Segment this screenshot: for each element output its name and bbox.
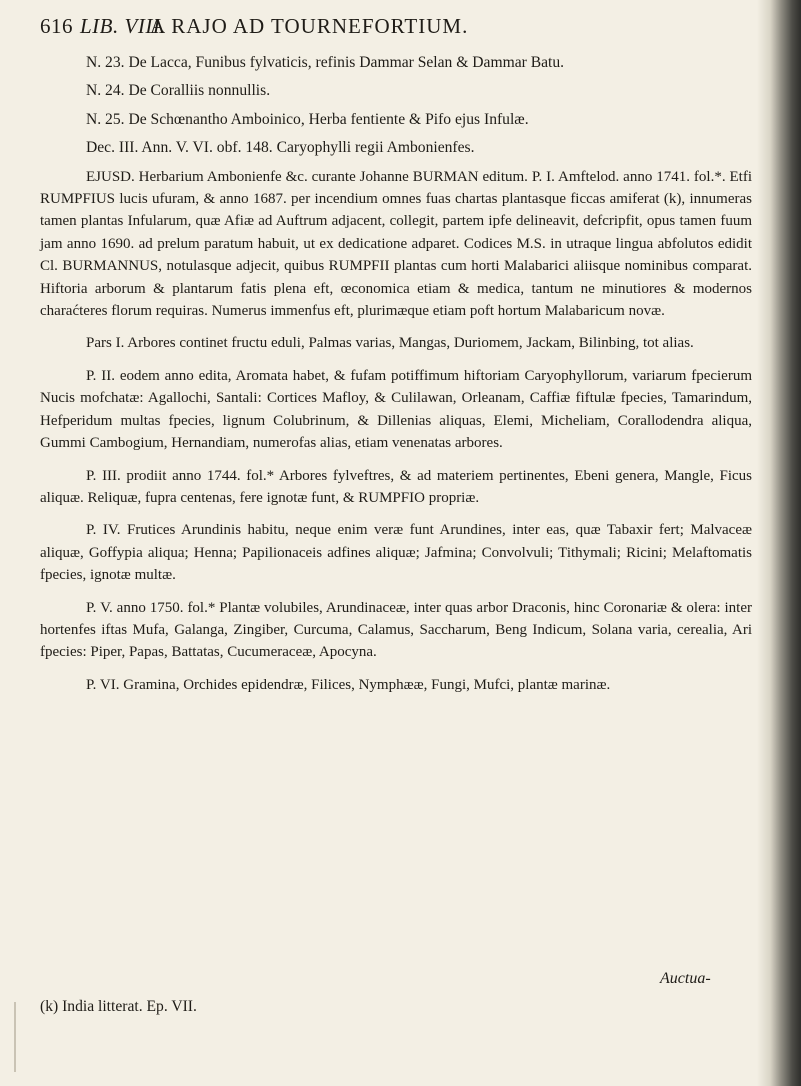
catchword: Auctua- [660, 970, 711, 987]
paragraph-pars-1: Pars I. Arbores continet fructu eduli, Palmas varias, Mangas, Duriomem, Jackam, Bilinbing, tot alias. [86, 335, 694, 352]
entry-n24: N. 24. De Coralliis nonnullis. [86, 82, 271, 100]
page-edge-shadow [757, 0, 801, 1086]
book-number: LIB. VIII. [80, 14, 167, 38]
running-title: A RAJO AD TOURNEFORTIUM. [150, 14, 469, 38]
margin-mark [14, 1002, 16, 1072]
entry-n25: N. 25. De Schœnantho Amboinico, Herba fentiente & Pifo ejus Infulæ. [86, 110, 529, 128]
entry-n23: N. 23. De Lacca, Funibus fylvaticis, refinis Dammar Selan & Dammar Batu. [86, 54, 565, 71]
page-number: 616 [40, 14, 73, 38]
paragraph-herbarium: EJUSD. Herbarium Ambonienfe &c. curante Johanne BURMAN editum. P. I. Amftelod. anno 1741. fol.*. Etfi RUMPFIUS lucis ufuram, & anno 1687. per incendium omnes fuas chartas plantasque ficcas amiferat (k), innumeras tamen plantas Infularum, quæ Afiæ ad Auftrum adjacent, collegit, partem ipfe delineavit, defcripfit, opus tamen fuum jam anno 1690. ad prelum paratum habuit, ut ex dedicatione adparet. Codices M.S. in utraque lingua abfolutos edidit Cl. BURMANNUS, notulasque adjecit, quibus RUMPFII plantas cum horti Malabarici aliisque nominibus comparat. Hiftoria arborum & plantarum fatis plena eft, œconomica etiam & medica, tantum ne minutiores & modernos charaćteres florum requiras. Numerus immenfus eft, plurimæque etiam poft hortum Malabaricum novæ. [40, 168, 752, 320]
paragraph-pars-4: P. IV. Frutices Arundinis habitu, neque enim veræ funt Arundines, inter eas, quæ Tabaxir fert; Malvaceæ aliquæ, Goffypia aliqua; Henna; Papilionaceis adfines aliquæ; Jafmina; Convolvuli; Tithymali; Ricini; Melaftomatis fpecies, ignotæ multæ. [40, 522, 752, 584]
entry-dec: Dec. III. Ann. V. VI. obf. 148. Caryophylli regii Ambonienfes. [86, 139, 475, 157]
paragraph-pars-2: P. II. eodem anno edita, Aromata habet, & fufam potiffimum hiftoriam Caryophyllorum, variarum fpecierum Nucis mofchatæ: Agallochi, Santali: Cortices Mafloy, & Culilawan, Orleanam, Caffiæ fiftulæ fpecies, Tamarindum, Hefperidum multas fpecies, lignum Colubrinum, & Dillenias aliquas, Elemi, Micheliam, Corallodendra aliqua, Gummi Cambogium, Hernandiam, numerofas alias, etiam venenatas arbores. [40, 367, 752, 452]
running-header [40, 8, 740, 42]
body-text [40, 52, 752, 706]
paragraph-pars-6: P. VI. Gramina, Orchides epidendræ, Filices, Nymphææ, Fungi, Mufci, plantæ marinæ. [86, 676, 611, 693]
footnote: (k) India litterat. Ep. VII. [40, 998, 197, 1015]
paragraph-pars-3: P. III. prodiit anno 1744. fol.* Arbores fylveftres, & ad materiem pertinentes, Ebeni genera, Mangle, Ficus aliquæ. Reliquæ, fupra centenas, fere ignotæ funt, & RUMPFIO propriæ. [40, 467, 752, 506]
paragraph-pars-5: P. V. anno 1750. fol.* Plantæ volubiles, Arundinaceæ, inter quas arbor Draconis, hinc Coronariæ & olera: inter hortenfes iftas Mufa, Galanga, Zingiber, Curcuma, Calamus, Saccharum, Beng Indicum, Solana varia, cerealia, Ari fpecies: Piper, Papas, Battatas, Cucumeraceæ, Apocyna. [40, 599, 752, 661]
